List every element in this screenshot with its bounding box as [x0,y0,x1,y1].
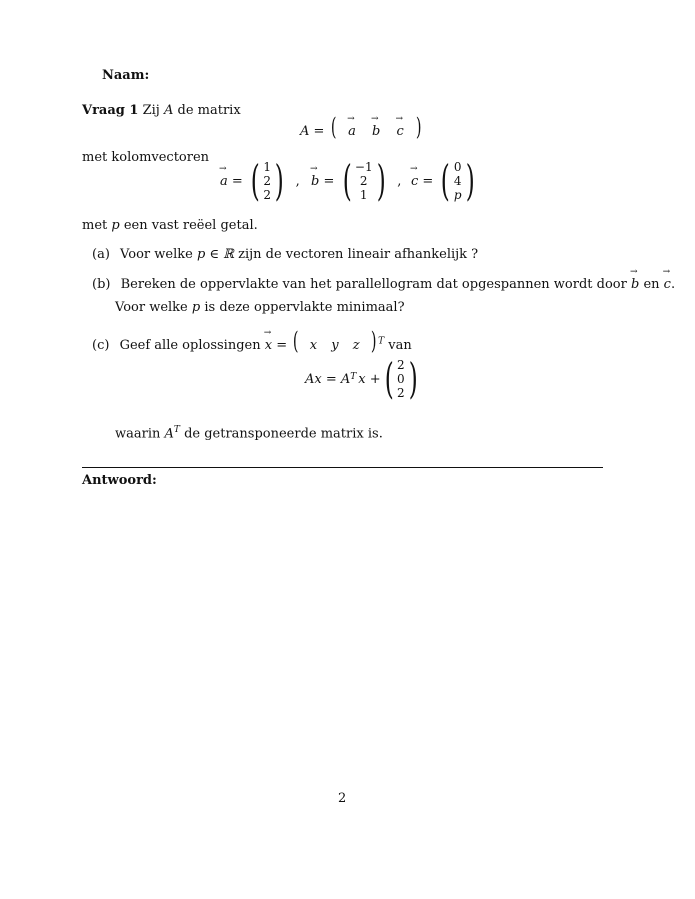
vector-b-e2: 2 [359,174,368,188]
equation-sup: T [350,372,357,382]
vector-c-e2: 4 [453,174,462,188]
part-c-sup: T [378,336,385,347]
part-c: (c) Geef alle oplossingen → x = ( x y z ) $^T$ van [92,329,412,353]
vector-c-e3: p [453,188,462,202]
vector-a: → a = ( 1 2 2 ) , [220,160,300,202]
part-a-cond: p ∈ ℝ [196,247,234,262]
part-b-end: . [670,277,676,292]
equation-left: Ax = A [305,371,351,387]
vector-b-e3: 1 [359,188,368,202]
part-c-label: (c) [92,338,110,353]
matrix-col-a: → a [348,124,356,139]
part-c-post: van [388,338,412,353]
matrix-col-b: → b [372,124,380,139]
part-b-pre: Bereken de oppervlakte van het parallellogram dat opgespannen wordt door [120,277,627,292]
part-c-row-x: x [309,338,318,353]
vector-c-name: → c [411,174,418,189]
part-c-eq: = [276,338,288,353]
rhs-e3: 2 [397,386,405,400]
p-text-pre: met [82,218,108,233]
part-b-line2-post: is deze oppervlakte minimaal? [204,300,405,315]
part-a [92,247,478,262]
rhs-e2: 0 [397,372,405,386]
rhs-e1: 2 [397,358,405,372]
vector-a-e2: 2 [263,174,271,188]
vector-a-e3: 2 [263,188,271,202]
vector-b: → b = ( −1 2 1 ) , [311,160,401,202]
part-b-v1: → b [631,277,639,292]
part-b-line2 [115,300,405,315]
p-text [82,218,258,233]
part-a-pre: Voor welke [120,247,193,262]
intro-var: A [163,103,174,118]
vector-b-name: → b [311,174,319,189]
vector-b-e1: −1 [354,160,373,174]
part-b-mid: en [643,277,660,292]
vector-c-e1: 0 [453,160,462,174]
name-label: Naam: [102,68,150,83]
p-text-var: p [111,218,120,233]
vector-c: → c = ( 0 4 p ) [411,160,478,202]
note-sup: T [173,425,180,435]
part-a-post: zijn de vectoren lineair afhankelijk ? [238,247,479,262]
part-c-pre: Geef alle oplossingen [119,338,261,353]
matrix-a-lhs: A = [300,124,325,139]
vector-a-e1: 1 [263,160,271,174]
intro-pre: Zij [142,103,160,118]
answer-label: Antwoord: [82,473,157,488]
note-var: A [164,426,174,442]
note-pre: waarin [115,426,161,442]
matrix-col-c: → c [396,124,403,139]
answer-divider [82,467,603,468]
note-post: de getransponeerde matrix is. [184,426,383,442]
part-b [92,277,675,292]
part-a-label: (a) [92,247,110,262]
part-c-row-z: z [352,338,360,353]
equation-right: x + [358,371,381,387]
page-number: 2 [338,791,347,806]
part-b-line2-pre: Voor welke [115,300,188,315]
part-b-line2-var: p [191,300,201,315]
part-b-v2: → c [664,277,671,292]
part-c-x: → x [265,338,272,353]
kolom-text: met kolomvectoren [82,150,210,165]
vector-a-name: → a [220,174,228,189]
part-b-label: (b) [92,277,111,292]
question-label: Vraag 1 [82,103,139,118]
matrix-a: A = ( → a → b → c ) [300,115,423,139]
intro-post: de matrix [177,103,241,118]
part-c-note [115,425,383,441]
question-intro [82,103,241,118]
p-text-post: een vast reëel getal. [123,218,258,233]
part-c-row-y: y [331,338,339,353]
equation: Ax = A T x + ( 2 0 2 ) [305,354,418,403]
